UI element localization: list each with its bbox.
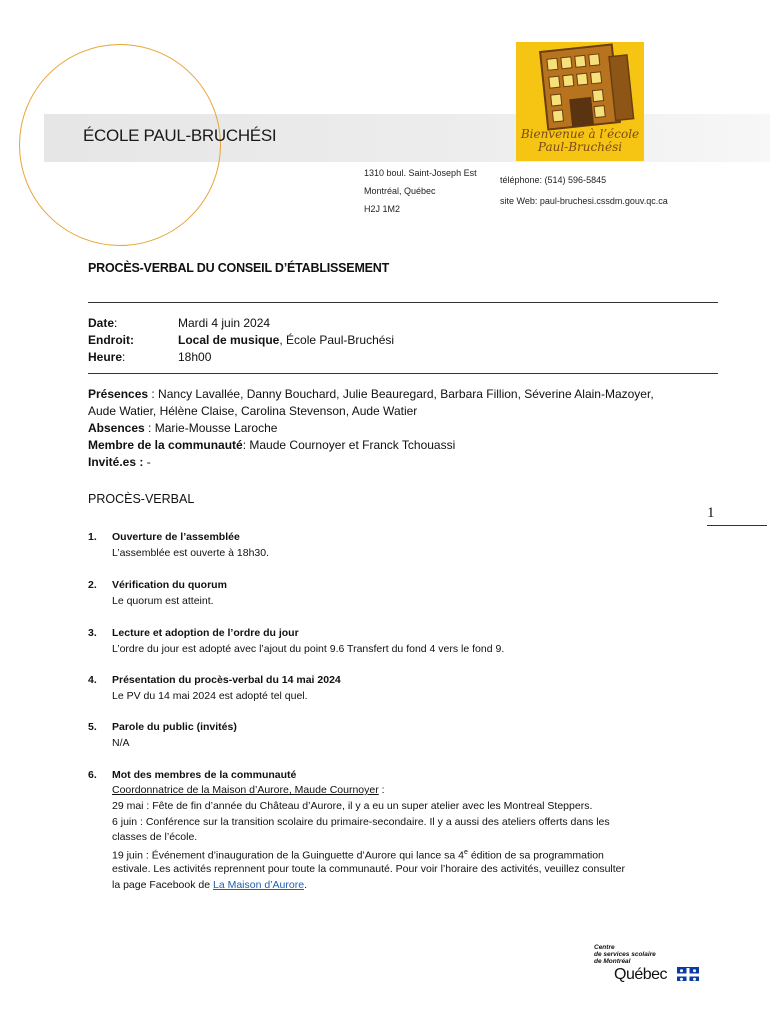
date-label-text: Date bbox=[88, 316, 115, 330]
org-line3: de Montréal bbox=[594, 958, 631, 965]
item6-line4-end: édition de sa programmation bbox=[467, 849, 604, 862]
date-label: Date: bbox=[88, 316, 118, 330]
place-label: Endroit: bbox=[88, 333, 134, 347]
item-number: 5. bbox=[88, 721, 97, 733]
document-title: PROCÈS-VERBAL DU CONSEIL D’ÉTABLISSEMENT bbox=[88, 261, 390, 275]
item-number: 1. bbox=[88, 531, 97, 543]
item6-line4-start: 19 juin : Événement d’inauguration de la Guinguette d’Aurore qui lance sa 4 bbox=[112, 849, 464, 862]
item-number: 4. bbox=[88, 674, 97, 686]
place-value bbox=[178, 332, 394, 349]
school-name: ÉCOLE PAUL-BRUCHÉSI bbox=[83, 126, 277, 145]
time-value: 18h00 bbox=[178, 350, 212, 364]
org-line2: de services scolaire bbox=[594, 951, 656, 958]
item-number: 3. bbox=[88, 627, 97, 639]
org-line1: Centre bbox=[594, 944, 615, 951]
community bbox=[88, 437, 455, 454]
item-text: L’ordre du jour est adopté avec l’ajout du point 9.6 Transfert du fond 4 vers le fond 9. bbox=[112, 643, 505, 655]
date-value: Mardi 4 juin 2024 bbox=[178, 316, 271, 330]
absences-value: : Marie-Mousse Laroche bbox=[144, 421, 278, 435]
community-label: Membre de la communauté bbox=[88, 438, 243, 452]
section-title: PROCÈS-VERBAL bbox=[88, 492, 195, 506]
quebec-wordmark: Québec bbox=[614, 966, 668, 983]
item-title: Parole du public (invités) bbox=[112, 721, 237, 733]
presences-label: Présences bbox=[88, 387, 149, 401]
item-number: 6. bbox=[88, 769, 97, 781]
time-label: Heure: bbox=[88, 350, 126, 364]
address-line2: Montréal, Québec bbox=[364, 186, 436, 196]
community-value: : Maude Cournoyer et Franck Tchouassi bbox=[242, 438, 456, 452]
item6-line3: classes de l’école. bbox=[112, 831, 198, 843]
presences-names: : Nancy Lavallée, Danny Bouchard, Julie Beauregard, Barbara Fillion, Séverine Alain-Mazoyer, bbox=[148, 387, 654, 401]
item6-line2: 6 juin : Conférence sur la transition scolaire du primaire-secondaire. Il y a aussi des ateliers offerts dans les bbox=[112, 816, 610, 828]
item6-line1: 29 mai : Fête de fin d’année du Château d’Aurore, il y a eu un super atelier avec les Montreal Steppers. bbox=[112, 800, 593, 812]
item6-line6-end: . bbox=[304, 879, 307, 891]
logo-caption-line1: Bienvenue à l’école bbox=[520, 127, 640, 141]
absences bbox=[88, 420, 277, 437]
item-title: Lecture et adoption de l’ordre du jour bbox=[112, 627, 299, 639]
quebec-flag-icon bbox=[677, 967, 699, 981]
item-title: Mot des membres de la communauté bbox=[112, 769, 297, 781]
website: site Web: paul-bruchesi.cssdm.gouv.qc.ca bbox=[500, 196, 668, 206]
item6-line6 bbox=[112, 877, 307, 893]
item6-line6-start: la page Facebook de bbox=[112, 879, 213, 891]
address-line1: 1310 boul. Saint-Joseph Est bbox=[364, 168, 477, 178]
phone: téléphone: (514) 596-5845 bbox=[500, 175, 607, 185]
place-bold: Local de musique bbox=[178, 333, 280, 347]
time-label-text: Heure bbox=[88, 350, 123, 364]
presences-line1 bbox=[88, 386, 654, 403]
item-number: 2. bbox=[88, 579, 97, 591]
item-text: Le quorum est atteint. bbox=[112, 595, 214, 607]
maison-aurore-link[interactable]: La Maison d’Aurore bbox=[213, 879, 305, 891]
superscript: e bbox=[464, 849, 468, 856]
title-rule bbox=[88, 302, 718, 303]
item-title: Ouverture de l’assemblée bbox=[112, 531, 240, 543]
item-text: Le PV du 14 mai 2024 est adopté tel quel. bbox=[112, 690, 308, 702]
absences-label: Absences bbox=[88, 421, 145, 435]
item-text: L’assemblée est ouverte à 18h30. bbox=[112, 547, 270, 559]
org-name bbox=[594, 944, 656, 965]
address-line3: H2J 1M2 bbox=[364, 204, 401, 214]
coordinator-name: Coordonnatrice de la Maison d’Aurore, Maude Cournoyer bbox=[112, 784, 379, 796]
logo-caption-line2: Paul-Bruchési bbox=[537, 140, 623, 154]
page-number: 1 bbox=[707, 505, 715, 521]
school-logo bbox=[516, 42, 644, 161]
page-number-rule bbox=[707, 525, 767, 526]
logo-caption bbox=[516, 128, 644, 154]
presences-line2: Aude Watier, Hélène Claise, Carolina Stevenson, Aude Watier bbox=[88, 404, 418, 418]
info-rule bbox=[88, 373, 718, 374]
school-building-icon bbox=[516, 42, 644, 132]
item6-coordinator bbox=[112, 782, 385, 798]
item-text: N/A bbox=[112, 737, 130, 749]
item-title: Présentation du procès-verbal du 14 mai 2024 bbox=[112, 674, 341, 686]
guests-value: - bbox=[146, 455, 151, 469]
place-rest: , École Paul-Bruchési bbox=[279, 333, 395, 347]
item6-line5: estivale. Les activités reprennent pour toute la communauté. Pour voir l’horaire des activités, veuillez consulter bbox=[112, 863, 626, 875]
coordinator-tail: : bbox=[378, 784, 385, 796]
guests bbox=[88, 454, 151, 471]
guests-label: Invité.es : bbox=[88, 455, 147, 469]
item-title: Vérification du quorum bbox=[112, 579, 227, 591]
cssdm-quebec-logo bbox=[594, 944, 704, 984]
